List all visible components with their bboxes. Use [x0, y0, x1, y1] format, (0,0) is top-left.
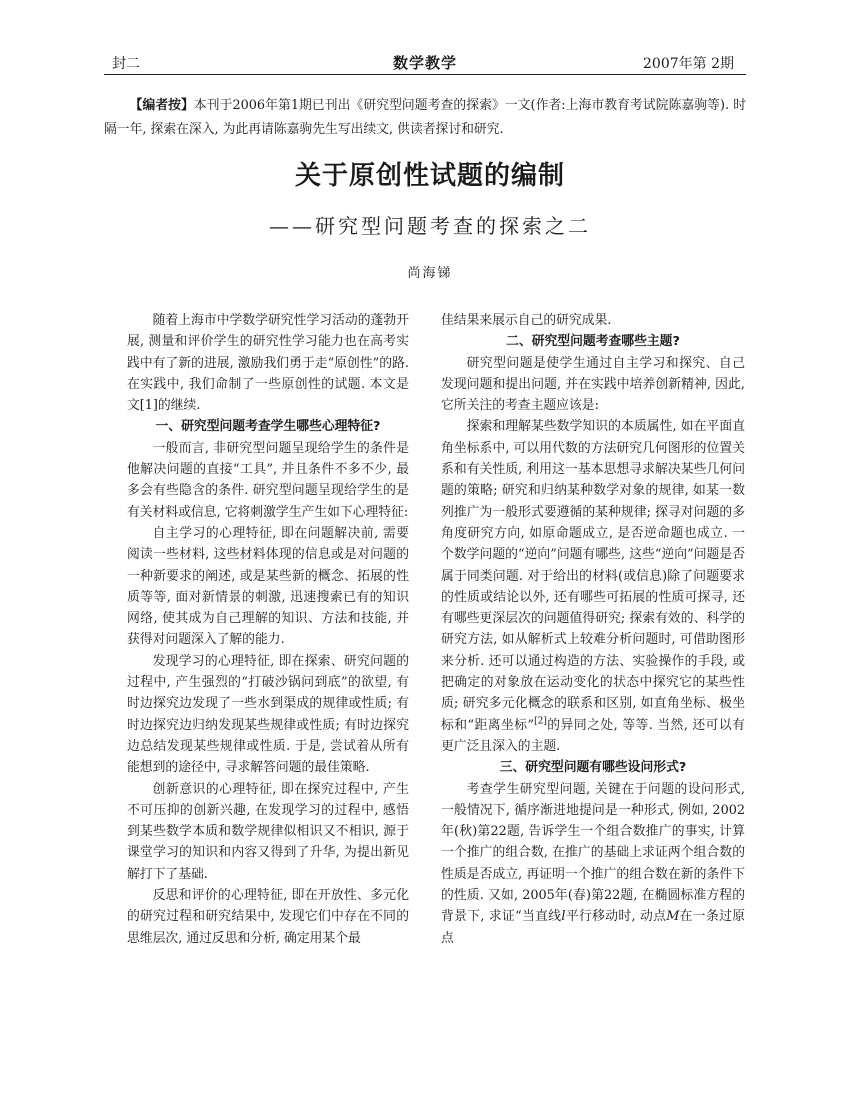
running-header — [104, 50, 746, 75]
text-run: 考查学生研究型问题, 关键在于问题的设问形式, 一般情况下, 循序渐进地提问是一种形式, 例如, 2002年(秋)第22题, 告诉学生一个组合数推广的事实, 计算一个推广的组合数, 在推广的基础上求证两个组合数的性质是否成立, 再证明一个推广的组合数在新的条件下的性质. 又如, 2005年(春)第22题, 在椭圆标准方程的背景下, 求证“当直线 — [441, 781, 745, 925]
text-run: 的异同之处, 等等. 当然, 还可以有更广泛且深入的主题. — [441, 717, 745, 754]
citation-ref[interactable]: [2] — [534, 716, 547, 727]
paragraph: 反思和评价的心理特征, 即在开放性、多元化的研究过程和研究结果中, 发现它们中存在不同的思维层次, 通过反思和分析, 确定用某个最 — [127, 888, 409, 946]
left-column — [127, 310, 409, 949]
section-heading-2: 二、研究型问题考查哪些主题? — [506, 334, 680, 350]
article-author: 尚海锑 — [407, 266, 453, 281]
paragraph: 佳结果来展示自己的研究成果. — [441, 313, 612, 328]
math-var-l: l — [561, 909, 566, 925]
paragraph: 随着上海市中学数学研究性学习活动的蓬勃开展, 测量和评价学生的研究性学习能力也在高考实践中有了新的进展, 激励我们勇于走“原创性”的路. 在实践中, 我们命制了一些原创性的试题. 本文是文[1]的继续. — [127, 313, 409, 414]
article-title: 关于原创性试题的编制 — [294, 161, 565, 191]
article-subtitle: ——研究型问题考查的探索之二 — [269, 214, 591, 238]
paragraph: 自主学习的心理特征, 即在问题解决前, 需要阅读一些材料, 这些材料体现的信息或是对问题的一种新要求的阐述, 或是某些新的概念、拓展的性质等等, 面对新情景的刺激, 迅速搜索已有的知识网络, 使其成为自己理解的知识、方法和技能, 并获得对问题深入了解的能力. — [127, 525, 409, 648]
paragraph: 发现学习的心理特征, 即在探索、研究问题的过程中, 产生强烈的“打破沙锅问到底”的欲望, 有时边探究边发现了一些水到渠成的规律或性质; 有时边探究边归纳发现某些规律或性质; 有时边探究边总结发现某些规律或性质. 于是, 尝试着从所有能想到的途径中, 寻求解答问题的最佳策略. — [127, 653, 409, 776]
editor-note-tag: 【编者按】 — [129, 98, 194, 113]
paragraph: 创新意识的心理特征, 即在探究过程中, 产生不可压抑的创新兴趣, 在发现学习的过程中, 感悟到某些数学本质和数学规律似相识又不相识, 源于课堂学习的知识和内容又得到了升华, 为提出新见解打下了基础. — [127, 781, 409, 882]
issue-label: 2007年第 2期 — [643, 56, 734, 72]
paragraph — [441, 416, 745, 757]
paragraph — [441, 779, 745, 949]
paragraph: 一般而言, 非研究型问题呈现给学生的条件是他解决问题的直接“工具”, 并且条件不多不少, 最多会有些隐含的条件. 研究型问题呈现给学生的是有关材料或信息, 它将刺激学生产生如下心理特征: — [127, 440, 409, 520]
paragraph: 研究型问题是使学生通过自主学习和探究、自己发现问题和提出问题, 并在实践中培养创新精神, 因此, 它所关注的考查主题应该是: — [441, 355, 745, 414]
page-label: 封二 — [112, 56, 140, 72]
section-heading-1: 一、研究型问题考查学生哪些心理特征? — [155, 419, 381, 435]
math-var-M: M — [666, 909, 680, 925]
editor-note — [104, 94, 746, 142]
journal-name: 数学教学 — [392, 54, 457, 72]
text-run: 平行移动时, 动点 — [565, 909, 667, 925]
right-column — [441, 310, 745, 949]
text-run: 在一条过原点 — [441, 909, 746, 946]
section-heading-3: 三、研究型问题有哪些设问形式? — [499, 760, 687, 776]
text-run: 探索和理解某些数学知识的本质属性, 如在平面直角坐标系中, 可以用代数的方法研究几何图形的位置关系和有关性质, 利用这一基本思想寻求解决某些几何问题的策略; 研究和归纳某种数学对象的规律, 如某一数列推广为一般形式要遵循的某种规律; 探寻对问题的多角度研究方向, 如原命题成立, 是否逆命题也成立. 一个数学问题的“逆向”问题有哪些, 这些“逆向”问题是否属于同类问题. 对于给出的材料(或信息)除了问题要求的性质或结论以外, 还有哪些可拓展的性质可探寻, 还有哪些更深层次的问题值得研究; 探索有效的、科学的研究方法, 如从解析式上较难分析问题时, 可借助图形来分析. 还可以通过构造的方法、实验操作的手段, 或把确定的对象放在运动变化的状态中探究它的某些性质; 研究多元化概念的联系和区别, 如直角坐标、极坐标和“距离坐标” — [441, 419, 745, 733]
editor-note-text: 本刊于2006年第1期已刊出《研究型问题考查的探索》一文(作者:上海市教育考试院陈嘉驹等). 时隔一年, 探索在深入, 为此再请陈嘉驹先生写出续文, 供读者探讨和研究. — [104, 98, 746, 137]
